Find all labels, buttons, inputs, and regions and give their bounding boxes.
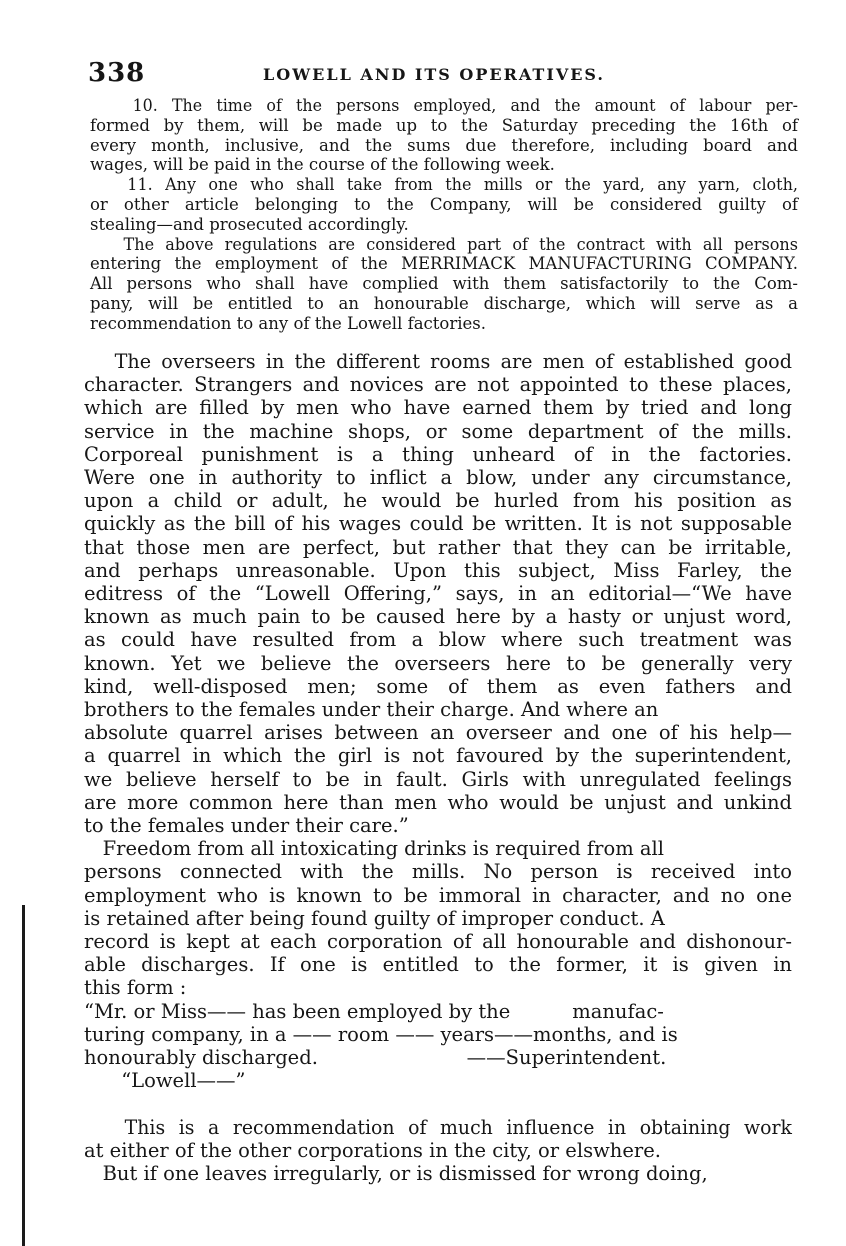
text-line: 10. The time of the persons employed, and the amount of labour per- <box>90 96 798 115</box>
text-line: is retained after being found guilty of improper conduct. A <box>84 906 665 930</box>
text-line: entering the employment of the MERRIMACK MANUFACTURING COMPANY. <box>90 254 798 274</box>
gutter-rule <box>22 905 25 1246</box>
running-head: LOWELL AND ITS OPERATIVES. <box>263 65 605 84</box>
text-line: record is kept at each corporation of all honourable and dishonour- <box>84 930 792 953</box>
text-line: Were one in authority to inflict a blow, under any circumstance, <box>84 466 792 489</box>
text-line: This is a recommendation of much influence in obtaining work <box>84 1115 792 1139</box>
text-line: employment who is known to be immoral in character, and no one <box>84 883 792 907</box>
text-line: stealing—and prosecuted accordingly. <box>90 214 409 234</box>
text-line: formed by them, will be made up to the Saturday preceding the 16th of <box>90 115 798 135</box>
text-line: service in the machine shops, or some department of the mills. <box>84 419 792 443</box>
text-line: which are filled by men who have earned them by tried and long <box>84 396 792 420</box>
text-line: absolute quarrel arises between an overseer and one of his help— <box>84 721 792 745</box>
text-line: Corporeal punishment is a thing unheard of in the factories. <box>84 442 792 466</box>
page-number: 338 <box>88 58 146 88</box>
text-line: or other article belonging to the Company, will be considered guilty of <box>90 195 798 214</box>
text-line: known as much pain to be caused here by a hasty or unjust word, <box>84 605 792 629</box>
text-line: recommendation to any of the Lowell factories. <box>90 313 486 333</box>
text-line: The overseers in the different rooms are men of established good <box>84 350 792 373</box>
text-line: that those men are perfect, but rather that they can be irritable, <box>84 535 792 559</box>
page-header <box>88 58 808 94</box>
text-line: are more common here than men who would be unjust and unkind <box>84 790 792 814</box>
text-line: able discharges. If one is entitled to the former, it is given in <box>84 953 792 977</box>
rules-block <box>90 96 802 336</box>
text-line: at either of the other corporations in the city, or elswhere. <box>84 1138 661 1162</box>
text-line: a quarrel in which the girl is not favoured by the superintendent, <box>84 744 792 768</box>
text-line: quickly as the bill of his wages could be written. It is not supposable <box>84 512 792 536</box>
text-line: kind, well-disposed men; some of them as even fathers and <box>84 674 792 698</box>
text-line: turing company, in a —— room —— years——months, and is <box>84 1022 678 1046</box>
text-line: “Lowell——” <box>84 1069 246 1093</box>
text-line: pany, will be entitled to an honourable discharge, which will serve as a <box>90 294 798 313</box>
text-line: persons connected with the mills. No person is received into <box>84 860 792 884</box>
text-line: to the females under their care.” <box>84 814 409 837</box>
text-line: “Mr. or Miss—— has been employed by the manufac- <box>84 999 664 1023</box>
text-line: honourably discharged. ——Superintendent. <box>84 1046 667 1069</box>
text-line: brothers to the females under their charge. And where an <box>84 698 659 721</box>
text-line: Freedom from all intoxicating drinks is required from all <box>84 837 664 861</box>
text-line: 11. Any one who shall take from the mills or the yard, any yarn, cloth, <box>90 175 798 195</box>
text-line: character. Strangers and novices are not appointed to these places, <box>84 373 792 397</box>
text-line: But if one leaves irregularly, or is dismissed for wrong doing, <box>84 1162 708 1185</box>
text-line: All persons who shall have complied with them satisfactorily to the Com- <box>90 274 798 294</box>
text-line: we believe herself to be in fault. Girls with unregulated feelings <box>84 767 792 791</box>
text-line: every month, inclusive, and the sums due therefore, including board and <box>90 135 798 155</box>
body-text <box>84 350 796 1230</box>
text-line: upon a child or adult, he would be hurled from his position as <box>84 489 792 513</box>
text-line: this form : <box>84 976 187 1000</box>
text-line: known. Yet we believe the overseers here to be generally very <box>84 651 792 675</box>
text-line: wages, will be paid in the course of the following week. <box>90 155 555 175</box>
text-line: as could have resulted from a blow where such treatment was <box>84 628 792 652</box>
text-line: editress of the “Lowell Offering,” says, in an editorial—“We have <box>84 582 792 605</box>
text-line: and perhaps unreasonable. Upon this subject, Miss Farley, the <box>84 558 792 582</box>
text-line: The above regulations are considered part of the contract with all persons <box>90 234 798 254</box>
